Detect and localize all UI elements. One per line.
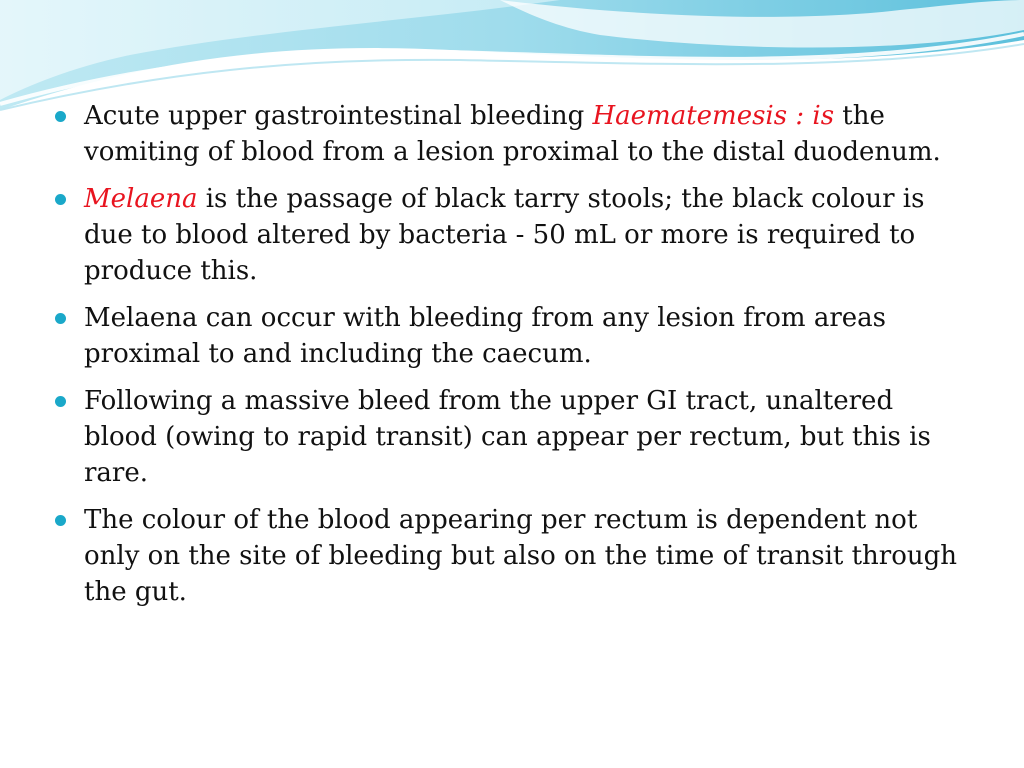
bullet-item xyxy=(52,300,972,372)
bullet-text: is the passage of black tarry stools; the black colour is due to blood altered by bacteria - 50 mL or more is required to produce this. xyxy=(84,184,925,286)
bullet-dot-icon xyxy=(55,111,66,122)
bullet-lead-text: Acute upper gastrointestinal bleeding xyxy=(84,101,593,131)
bullet-item xyxy=(52,98,972,170)
bullet-dot-icon xyxy=(55,515,66,526)
bullet-text: The colour of the blood appearing per rectum is dependent not only on the site of bleeding but also on the time of transit through the gut. xyxy=(84,505,958,607)
bullet-dot-icon xyxy=(55,313,66,324)
bullet-text: Melaena can occur with bleeding from any lesion from areas proximal to and including the caecum. xyxy=(84,303,887,369)
bullet-accent-term: Haematemesis : is xyxy=(592,101,835,131)
bullet-accent-term: Melaena xyxy=(84,184,198,214)
bullet-item xyxy=(52,502,972,610)
bullet-dot-icon xyxy=(55,396,66,407)
bullet-text: Following a massive bleed from the upper GI tract, unaltered blood (owing to rapid transit) can appear per rectum, but this is rare. xyxy=(84,386,931,488)
bullet-list xyxy=(52,98,972,621)
bullet-item xyxy=(52,181,972,289)
bullet-dot-icon xyxy=(55,194,66,205)
bullet-item xyxy=(52,383,972,491)
bullet-text: the vomiting of blood from a lesion proximal to the distal duodenum. xyxy=(84,101,941,167)
